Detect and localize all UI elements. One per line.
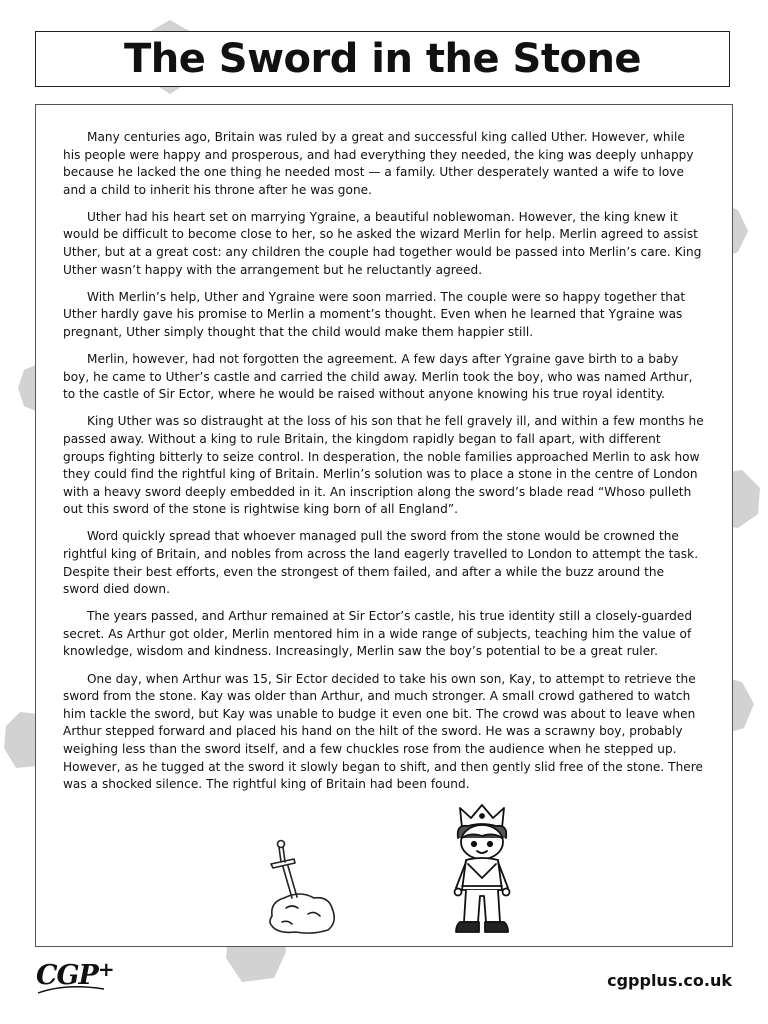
story-paragraph: Many centuries ago, Britain was ruled by a great and successful king called Uther. However, while his people were happy and prosperous, and had everything they needed, the king was deeply unhappy because he lacked the one thing he needed most — a family. Uther desperately wanted a wife to love and a child to inherit his throne after he was gone.: [63, 130, 694, 197]
sword-in-stone-illustration: [262, 838, 344, 936]
logo-text: CGP: [36, 960, 98, 991]
logo-plus: +: [97, 957, 114, 981]
story-text-box: [35, 104, 733, 947]
title-box: [35, 31, 730, 87]
website-link[interactable]: cgpplus.co.uk: [607, 971, 732, 990]
story-paragraph: Uther had his heart set on marrying Ygraine, a beautiful noblewoman. However, the king knew it would be difficult to become close to her, so he asked the wizard Merlin for help. Merlin agreed to assist Uther, but at a great cost: any children the couple had together would be passed into Merlin’s care. King Uther wasn’t happy with the arrangement but he reluctantly agreed.: [63, 209, 702, 277]
logo-swoosh-icon: [36, 985, 106, 995]
story-paragraph: One day, when Arthur was 15, Sir Ector decided to take his own son, Kay, to attempt to retrieve the sword from the stone. Kay was older than Arthur, and much stronger. A small crowd gathered to watch him tackle the sword, but Kay was unable to budge it even one bit. The crowd was about to leave when Arthur stepped forward and placed his hand on the hilt of the sword. He was a scrawny boy, probably weighing less than the sword itself, and a few chuckles rose from the audience when he stepped up. However, as he tugged at the sword it slowly began to shift, and then gently slid free of the stone. There was a shocked silence. The rightful king of Britain had been found.: [63, 671, 704, 792]
page-title: The Sword in the Stone: [123, 36, 642, 82]
story-paragraph: The years passed, and Arthur remained at Sir Ector’s castle, his true identity still a closely-guarded secret. As Arthur got older, Merlin mentored him in a wide range of subjects, teaching him the value of knowledge, wisdom and kindness. Increasingly, Merlin saw the boy’s potential to be a great ruler.: [63, 609, 693, 659]
story-paragraph: King Uther was so distraught at the loss of his son that he fell gravely ill, and within a few months he passed away. Without a king to rule Britain, the kingdom rapidly began to fall apart, with different groups fighting bitterly to seize control. In desperation, the noble families approached Merlin to ask how they could find the rightful king of Britain. Merlin’s solution was to place a stone in the centre of London with a heavy sword deeply embedded in it. An inscription along the sword’s blade read “Whoso pulleth out this sword of the stone is rightwise king born of all England”.: [63, 414, 704, 517]
story-paragraph: With Merlin’s help, Uther and Ygraine were soon married. The couple were so happy together that Uther hardly gave his promise to Merlin a moment’s thought. Even when he learned that Ygraine was pregnant, Uther simply thought that the child would make them happier still.: [63, 289, 686, 339]
story-paragraph: Merlin, however, had not forgotten the agreement. A few days after Ygraine gave birth to a baby boy, he came to Uther’s castle and carried the child away. Merlin took the boy, who was named Arthur, to the castle of Sir Ector, where he would be raised without anyone knowing his true royal identity.: [63, 352, 693, 402]
story-paragraph: Word quickly spread that whoever managed pull the sword from the stone would be crowned the rightful king of Britain, and nobles from across the land eagerly travelled to London to attempt the task. Despite their best efforts, even the strongest of them failed, and after a while the buzz around the sword died down.: [63, 529, 699, 597]
king-arthur-illustration: [444, 804, 524, 938]
